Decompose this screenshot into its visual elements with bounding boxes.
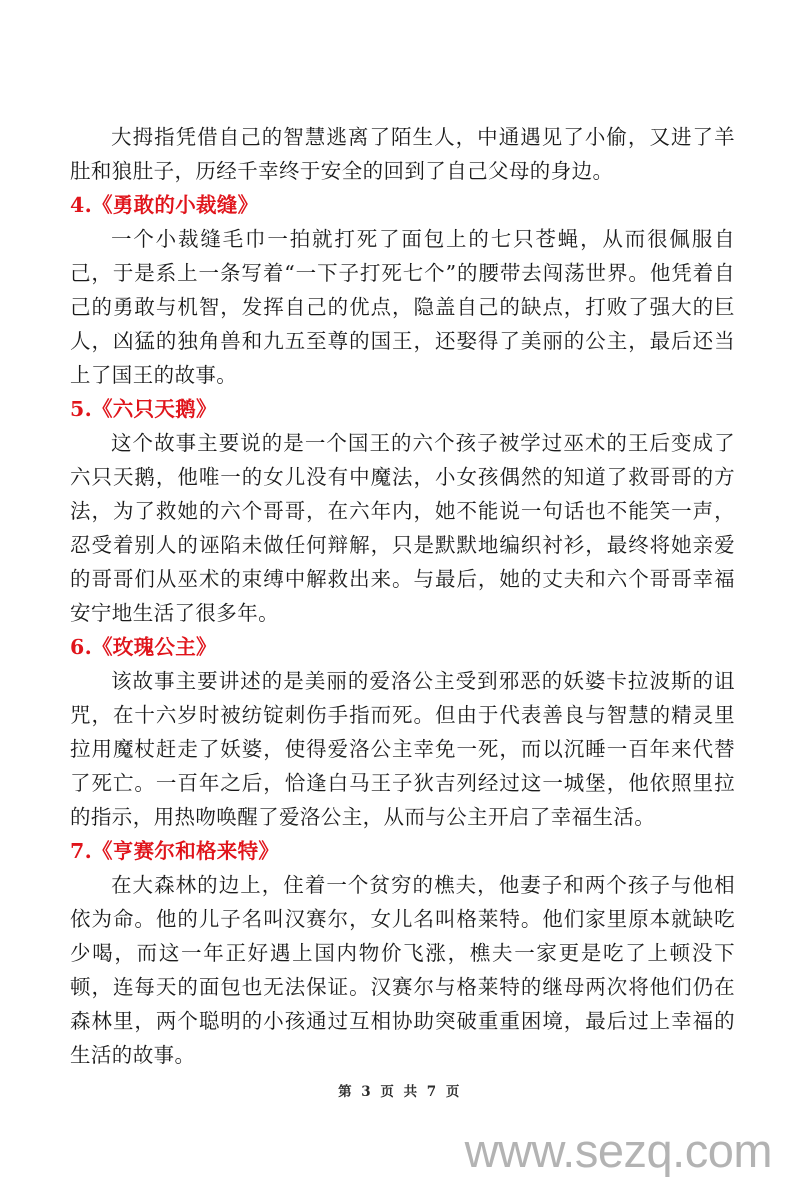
body-paragraph: 这个故事主要说的是一个国王的六个孩子被学过巫术的王后变成了六只天鹅，他唯一的女儿没有中魔法，小女孩偶然的知道了救哥哥的方法，为了救她的六个哥哥，在六年内，她不能说一句话也不能笑一声，忍受着别人的诬陷未做任何辩解，只是默默地编织衬衫，最终将她亲爱的哥哥们从巫术的束缚中解救出来。与最后，她的丈夫和六个哥哥幸福安宁地生活了很多年。 (70, 431, 735, 625)
site-watermark: www.sezq.com (464, 1124, 772, 1177)
page-footer: 第 3 页 共 7 页 (338, 1084, 462, 1100)
section-heading: 4.《勇敢的小裁缝》 (70, 193, 259, 217)
section-heading: 6.《玫瑰公主》 (70, 635, 217, 659)
section-heading: 7.《亨赛尔和格来特》 (70, 839, 280, 863)
document-body (70, 120, 735, 1072)
section-heading: 5.《六只天鹅》 (70, 397, 217, 421)
body-paragraph: 在大森林的边上，住着一个贫穷的樵夫，他妻子和两个孩子与他相依为命。他的儿子名叫汉赛尔，女儿名叫格莱特。他们家里原本就缺吃少喝，而这一年正好遇上国内物价飞涨，樵夫一家更是吃了上顿没下顿，连每天的面包也无法保证。汉赛尔与格莱特的继母两次将他们仍在森林里，两个聪明的小孩通过互相协助突破重重困境，最后过上幸福的生活的故事。 (70, 873, 735, 1067)
body-paragraph: 该故事主要讲述的是美丽的爱洛公主受到邪恶的妖婆卡拉波斯的诅咒，在十六岁时被纺锭刺伤手指而死。但由于代表善良与智慧的精灵里拉用魔杖赶走了妖婆，使得爱洛公主幸免一死，而以沉睡一百年来代替了死亡。一百年之后，恰逢白马王子狄吉列经过这一城堡，他依照里拉的指示，用热吻唤醒了爱洛公主，从而与公主开启了幸福生活。 (70, 669, 735, 829)
body-paragraph: 大拇指凭借自己的智慧逃离了陌生人，中通遇见了小偷，又进了羊肚和狼肚子，历经千幸终于安全的回到了自己父母的身边。 (70, 125, 735, 183)
body-paragraph: 一个小裁缝毛巾一拍就打死了面包上的七只苍蝇，从而很佩服自己，于是系上一条写着“一下子打死七个”的腰带去闯荡世界。他凭着自己的勇敢与机智，发挥自己的优点，隐盖自己的缺点，打败了强大的巨人，凶猛的独角兽和九五至尊的国王，还娶得了美丽的公主，最后还当上了国王的故事。 (70, 227, 735, 387)
